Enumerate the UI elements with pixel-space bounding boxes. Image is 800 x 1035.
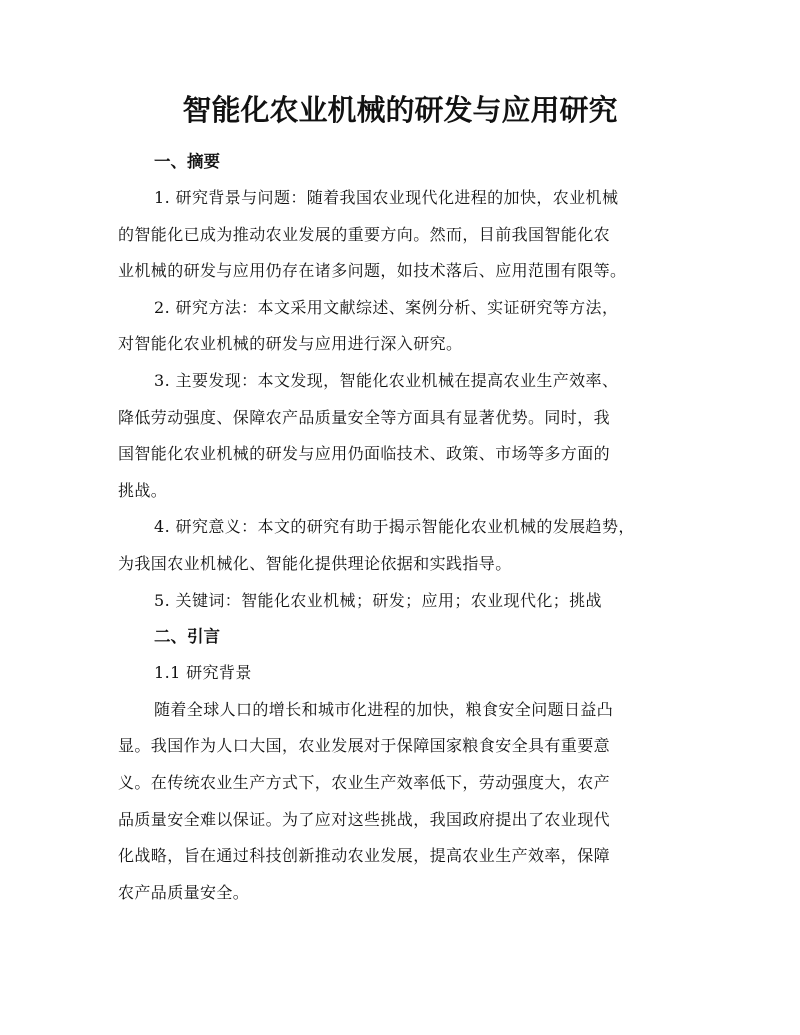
text-line: 国智能化农业机械的研发与应用仍面临技术、政策、市场等多方面的 [118, 444, 611, 464]
text-line: 1.1 研究背景 [154, 663, 252, 683]
paragraph-research-method [118, 290, 684, 363]
text-line: 品质量安全难以保证。为了应对这些挑战，我国政府提出了农业现代 [118, 809, 611, 829]
paragraph-research-significance [118, 509, 684, 582]
text-line: 随着全球人口的增长和城市化进程的加快，粮食安全问题日益凸 [154, 699, 614, 719]
text-line: 对智能化农业机械的研发与应用进行深入研究。 [118, 334, 463, 354]
text-line: 降低劳动强度、保障农产品质量安全等方面具有显著优势。同时，我 [118, 407, 611, 427]
text-line: 显。我国作为人口大国，农业发展对于保障国家粮食安全具有重要意 [118, 736, 611, 756]
subsection-heading-background [118, 655, 684, 692]
document-title: 智能化农业机械的研发与应用研究 [182, 93, 618, 127]
text-line: 农产品质量安全。 [118, 882, 250, 902]
document-body [118, 144, 684, 911]
paragraph-research-background [118, 180, 684, 290]
text-line: 1. 研究背景与问题：随着我国农业现代化进程的加快，农业机械 [154, 188, 619, 207]
text-line: 3. 主要发现：本文发现，智能化农业机械在提高农业生产效率、 [154, 370, 619, 390]
text-line: 为我国农业机械化、智能化提供理论依据和实践指导。 [118, 553, 512, 573]
text-line: 4. 研究意义：本文的研究有助于揭示智能化农业机械的发展趋势， [154, 517, 635, 537]
paragraph-keywords [118, 583, 684, 620]
text-line: 业机械的研发与应用仍存在诸多问题，如技术落后、应用范围有限等。 [118, 261, 627, 281]
text-line: 的智能化已成为推动农业发展的重要方向。然而，目前我国智能化农 [118, 224, 611, 244]
text-line: 化战略，旨在通过科技创新推动农业发展，提高农业生产效率，保障 [118, 846, 611, 866]
paragraph-introduction-background [118, 692, 684, 912]
section-heading-abstract: 一、摘要 [154, 152, 220, 171]
text-line: 2. 研究方法：本文采用文献综述、案例分析、实证研究等方法， [154, 297, 619, 317]
text-line: 挑战。 [118, 480, 168, 500]
section-heading-introduction: 二、引言 [154, 627, 220, 647]
text-line: 5. 关键词：智能化农业机械；研发；应用；农业现代化；挑战 [154, 590, 602, 610]
text-line: 义。在传统农业生产方式下，农业生产效率低下，劳动强度大，农产 [118, 772, 611, 792]
paragraph-main-findings [118, 363, 684, 509]
